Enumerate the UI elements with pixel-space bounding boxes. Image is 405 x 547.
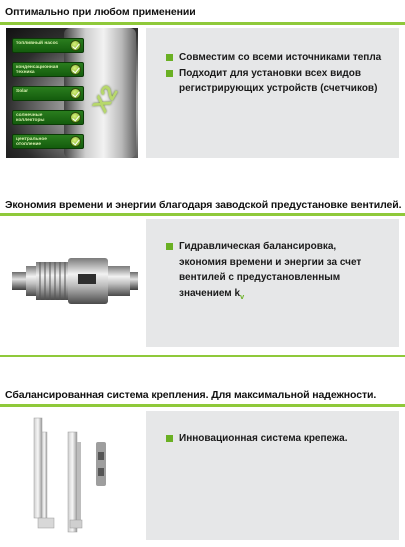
section-1-rule [0, 22, 405, 25]
menu-item: солнечные коллекторы [12, 110, 84, 125]
x2-logo: X2 [87, 80, 123, 117]
section-2-heading: Экономия времени и энергии благодаря заводской предустановке вентилей. [5, 199, 402, 211]
heat-source-menu [12, 38, 84, 158]
valve-drawing [6, 236, 142, 332]
section-3-heading: Сбалансированная система крепления. Для максимальной надежности. [5, 389, 377, 401]
menu-item: топливный насос [12, 38, 84, 53]
section-1-bullets [166, 50, 386, 97]
mounting-drawing [6, 412, 138, 540]
valve-image [6, 236, 142, 332]
menu-item: Solar [12, 86, 84, 101]
check-icon [70, 40, 81, 51]
bullet-item: Гидравлическая балансировка, экономия времени и энергии за счет вентилей с предустановленным значением $k_v$ [166, 239, 386, 301]
section-1-heading: Оптимально при любом применении [5, 6, 196, 18]
section-2-rule [0, 213, 405, 216]
check-icon [70, 88, 81, 99]
check-icon [70, 112, 81, 123]
bullet-item: Подходит для установки всех видов регистрирующих устройств (счетчиков) [166, 66, 386, 97]
section-1-panel [146, 28, 399, 158]
mounting-system-image [6, 412, 138, 540]
section-3-panel [146, 411, 399, 540]
section-2-panel [146, 219, 399, 347]
check-icon [70, 64, 81, 75]
menu-item: центральное отопление [12, 134, 84, 149]
bullet-item: Совместим со всеми источниками тепла [166, 50, 386, 66]
bullet-square-icon [166, 54, 173, 61]
bullet-square-icon [166, 243, 173, 250]
bullet-item: Инновационная система крепежа. [166, 431, 386, 447]
check-icon [70, 136, 81, 147]
bullet-square-icon [166, 70, 173, 77]
heat-sources-image [6, 28, 138, 158]
section-3-bullets [166, 431, 386, 447]
section-2-bottom-rule [0, 355, 405, 357]
section-3-rule [0, 404, 405, 407]
section-2-bullets [166, 239, 386, 301]
bullet-square-icon [166, 435, 173, 442]
menu-item: конденсационная техника [12, 62, 84, 77]
